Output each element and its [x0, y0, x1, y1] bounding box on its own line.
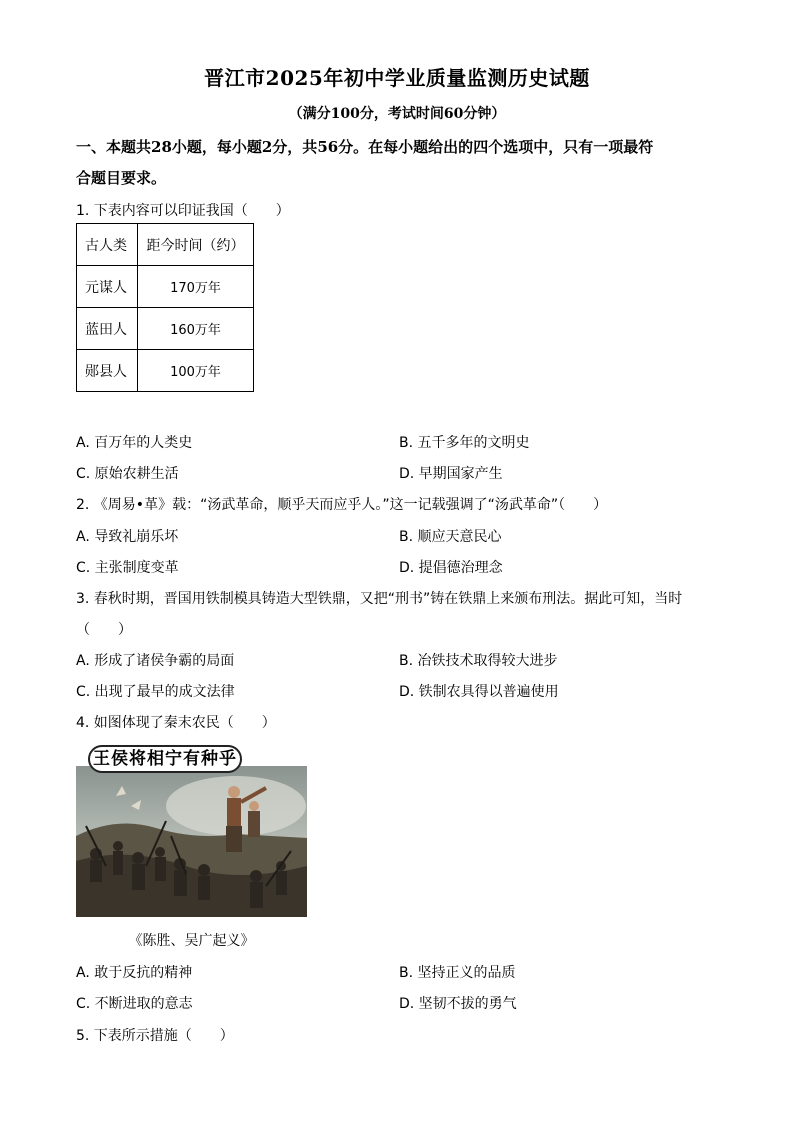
question-2-option-c[interactable]: C. 主张制度变革: [76, 560, 179, 576]
table-row: [77, 350, 254, 392]
table-header-row: [77, 224, 254, 266]
question-2-option-d[interactable]: D. 提倡德治理念: [399, 560, 503, 576]
table-cell: 100万年: [138, 350, 254, 392]
page-title: 晋江市2025年初中学业质量监测历史试题: [204, 66, 590, 90]
table-row: [77, 266, 254, 308]
question-4-stem: 4. 如图体现了秦末农民（ ）: [76, 715, 276, 731]
question-1-option-a[interactable]: A. 百万年的人类史: [76, 435, 193, 451]
table-header-cell: 距今时间（约）: [138, 224, 254, 266]
table-cell: 170万年: [138, 266, 254, 308]
section-instructions-line2: 合题目要求。: [76, 169, 167, 187]
question-1-option-b[interactable]: B. 五千多年的文明史: [399, 435, 530, 451]
table-header-cell: 古人类: [77, 224, 138, 266]
question-4-option-b[interactable]: B. 坚持正义的品质: [399, 965, 516, 981]
picture-caption: 《陈胜、吴广起义》: [128, 933, 255, 949]
table-cell: 160万年: [138, 308, 254, 350]
question-2-option-a[interactable]: A. 导致礼崩乐坏: [76, 529, 179, 545]
question-3-stem-line2: （ ）: [76, 622, 132, 638]
question-3-option-c[interactable]: C. 出现了最早的成文法律: [76, 684, 235, 700]
question-2-option-b[interactable]: B. 顺应天意民心: [399, 529, 502, 545]
question-2-stem: 2. 《周易•革》载：“汤武革命，顺乎天而应乎人。”这一记载强调了“汤武革命”（ ）: [76, 497, 608, 513]
question-1-option-d[interactable]: D. 早期国家产生: [399, 466, 503, 482]
question-3-option-a[interactable]: A. 形成了诸侯争霸的局面: [76, 653, 235, 669]
question-1-table: [76, 223, 254, 392]
question-3-option-b[interactable]: B. 冶铁技术取得较大进步: [399, 653, 558, 669]
question-5-stem: 5. 下表所示措施（ ）: [76, 1028, 234, 1044]
question-3-option-d[interactable]: D. 铁制农具得以普遍使用: [399, 684, 559, 700]
section-instructions-line1: 一、本题共28小题，每小题2分，共56分。在每小题给出的四个选项中，只有一项最符: [76, 138, 654, 156]
exam-subtitle: （满分100分，考试时间60分钟）: [288, 106, 506, 122]
question-4-option-a[interactable]: A. 敢于反抗的精神: [76, 965, 193, 981]
question-4-option-d[interactable]: D. 坚韧不拔的勇气: [399, 996, 517, 1012]
table-row: [77, 308, 254, 350]
question-4-option-c[interactable]: C. 不断进取的意志: [76, 996, 193, 1012]
speech-bubble: 王侯将相宁有种乎: [88, 745, 242, 773]
uprising-painting: [76, 766, 307, 917]
question-1-option-c[interactable]: C. 原始农耕生活: [76, 466, 179, 482]
table-cell: 蓝田人: [77, 308, 138, 350]
table-cell: 元谋人: [77, 266, 138, 308]
question-3-stem-line1: 3. 春秋时期，晋国用铁制模具铸造大型铁鼎，又把“刑书”铸在铁鼎上来颁布刑法。据此可知，当时: [76, 591, 683, 607]
uprising-painting-illustration: [76, 766, 307, 917]
question-1-stem: 1. 下表内容可以印证我国（ ）: [76, 203, 290, 219]
table-cell: 郧县人: [77, 350, 138, 392]
